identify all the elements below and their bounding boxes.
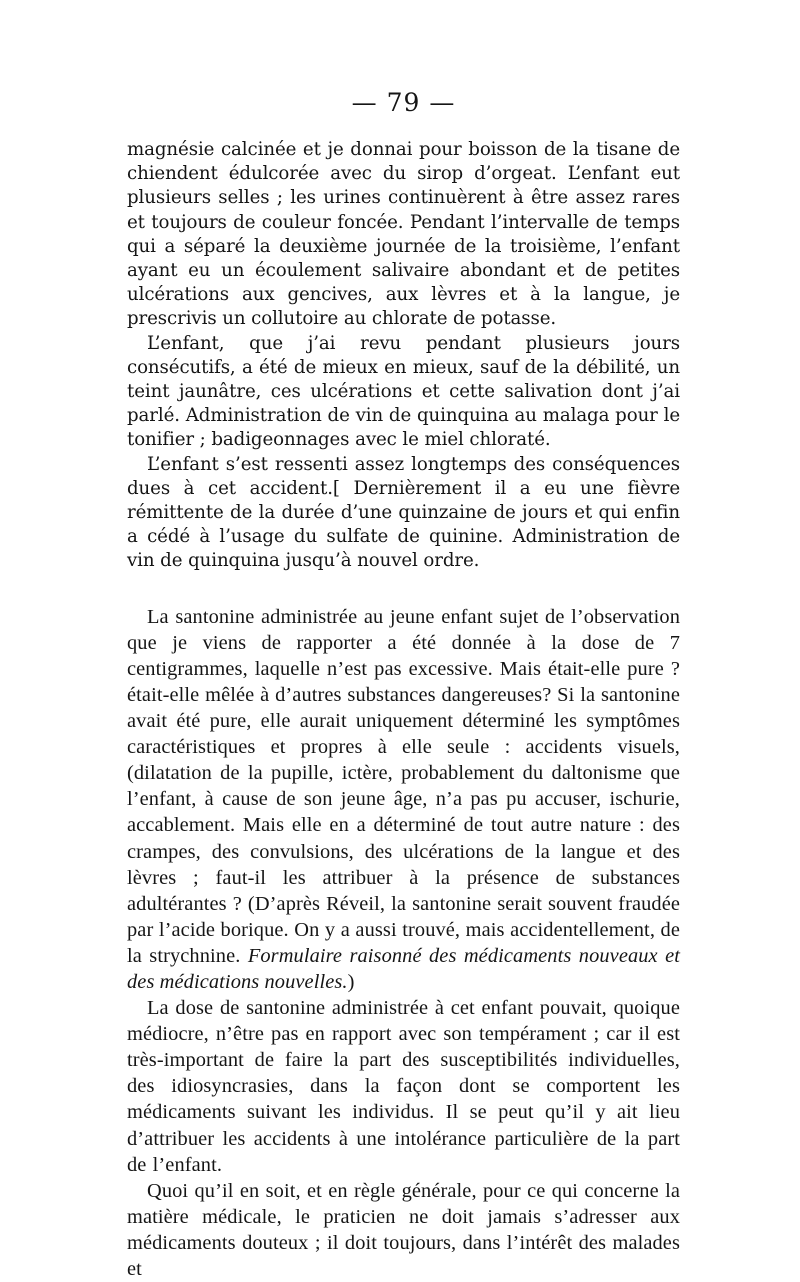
paragraph: Quoi qu’il en soit, et en règle générale, pour ce qui concerne la matière médicale, le praticien ne doit jamais s’adresser aux médicaments douteux ; il doit toujours, dans l’intérêt des malades et (127, 1179, 680, 1280)
paragraph: L’enfant, que j’ai revu pendant plusieurs jours consécutifs, a été de mieux en mieux, sauf de la débilité, un teint jaunâtre, ces ulcérations et cette salivation dont j’ai parlé. Administration de vin de quinquina au malaga pour le tonifier ; badigeonnages avec le miel chloraté. (127, 332, 680, 451)
commentary-text-block (127, 604, 680, 1282)
observation-text-block (127, 138, 680, 574)
citation-italic: Formulaire raisonné des médicaments nouveaux et des médications nouvelles. (127, 944, 680, 993)
paragraph-text-end: ) (347, 970, 355, 993)
page-number: — 79 — (351, 88, 456, 117)
paragraph: La dose de santonine administrée à cet enfant pouvait, quoique médiocre, n’être pas en rapport avec son tempérament ; car il est très-important de faire la part des susceptibilités individuelles, des idiosyncrasies, dans la façon dont se comportent les médicaments suivant les individus. Il se peut qu’il y ait lieu d’attribuer les accidents à une intolérance particulière de la part de l’enfant. (127, 997, 680, 1176)
paragraph-text: La santonine administrée au jeune enfant sujet de l’observation que je viens de rapporter a été donnée à la dose de 7 centigrammes, laquelle n’est pas excessive. Mais était-elle pure ? était-elle mêlée à d’autres substances dangereuses? Si la santonine avait été pure, elle aurait uniquement déterminé les symptômes caractéristiques et propres à elle seule : accidents visuels, (dilatation de la pupille, ictère, probablement du daltonisme que l’enfant, à cause de son jeune âge, n’a pas pu accuser, ischurie, accablement. Mais elle en a déterminé de tout autre nature : des crampes, des convulsions, des ulcérations de la langue et des lèvres ; faut-il les attribuer à la présence de substances adultérantes ? (D’après Réveil, la santonine serait souvent fraudée par l’acide borique. On y a aussi trouvé, mais accidentellement, de la strychnine. (127, 605, 680, 967)
paragraph (127, 604, 680, 995)
paragraph: L’enfant s’est ressenti assez longtemps des conséquences dues à cet accident.[ Dernièrement il a eu une fièvre rémittente de la durée d’une quinzaine de jours et qui enfin a cédé à l’usage du sulfate de quinine. Administration de vin de quinquina jusqu’à nouvel ordre. (127, 453, 680, 572)
paragraph: magnésie calcinée et je donnai pour boisson de la tisane de chiendent édulcorée avec du sirop d’orgeat. L’enfant eut plusieurs selles ; les urines continuèrent à être assez rares et toujours de couleur foncée. Pendant l’intervalle de temps qui a séparé la deuxième journée de la troisième, l’enfant ayant eu un écoulement salivaire abondant et de petites ulcérations aux gencives, aux lèvres et à la langue, je prescrivis un collutoire au chlorate de potasse. (127, 139, 680, 330)
